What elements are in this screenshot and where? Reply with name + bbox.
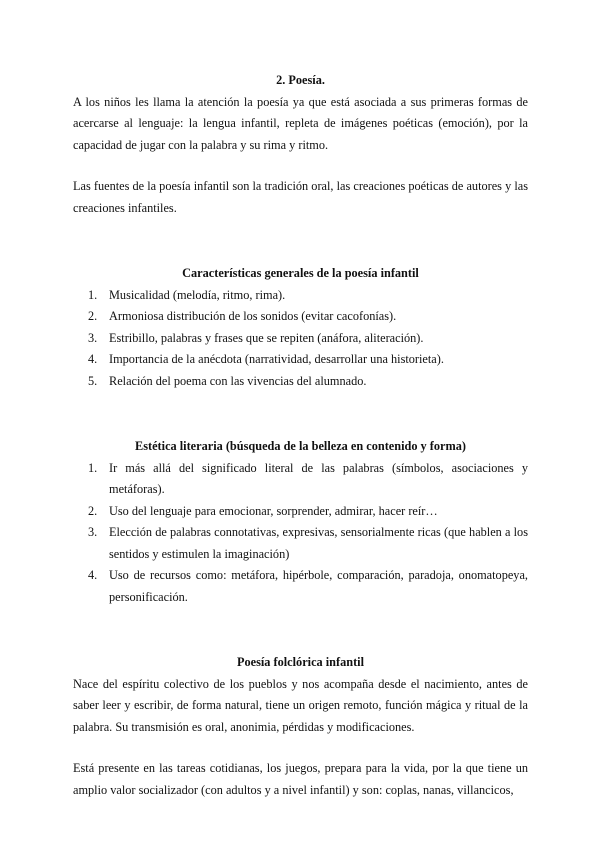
list-item: 2. Uso del lenguaje para emocionar, sorprender, admirar, hacer reír… (88, 503, 438, 518)
section-heading-poesia: 2. Poesía. (276, 73, 325, 87)
list-item: 1. Musicalidad (melodía, ritmo, rima). (88, 287, 286, 302)
paragraph-intro: A los niños les llama la atención la poesía ya que está asociada a sus primeras formas de acercarse al lenguaje: la lengua infantil, repleta de imágenes poéticas (emoción), por la capacidad de jugar con la palabra y su rima y ritmo. (73, 94, 528, 152)
list-item: 3. Elección de palabras connotativas, expresivas, sensorialmente ricas (que hablen a los sentidos y estimulen la imaginación) (88, 525, 528, 561)
section-heading-estetica: Estética literaria (búsqueda de la belleza en contenido y forma) (135, 439, 466, 453)
section-heading-folclorica: Poesía folclórica infantil (236, 655, 365, 669)
paragraph-tareas: Está presente en las tareas cotidianas, los juegos, prepara para la vida, por la que tiene un amplio valor socializador (con adultos y a nivel infantil) y son: coplas, nanas, villancicos, (73, 761, 528, 797)
list-item: 1. Ir más allá del significado literal de las palabras (símbolos, asociaciones y metáforas). (88, 460, 528, 496)
list-estetica (73, 458, 528, 609)
list-caracteristicas (73, 285, 528, 393)
list-item: 2. Armoniosa distribución de los sonidos (evitar cacofonías). (88, 309, 397, 323)
document-content (73, 70, 528, 801)
list-item: 3. Estribillo, palabras y frases que se repiten (anáfora, aliteración). (88, 330, 424, 345)
list-item: 4. Uso de recursos como: metáfora, hipérbole, comparación, paradoja, onomatopeya, personificación. (88, 568, 528, 604)
paragraph-fuentes: Las fuentes de la poesía infantil son la tradición oral, las creaciones poéticas de autores y las creaciones infantiles. (73, 179, 528, 215)
list-item: 5. Relación del poema con las vivencias del alumnado. (88, 373, 367, 388)
list-item: 4. Importancia de la anécdota (narratividad, desarrollar una historieta). (88, 352, 444, 366)
section-heading-caracteristicas: Características generales de la poesía infantil (182, 266, 419, 280)
paragraph-folclorica: Nace del espíritu colectivo de los pueblos y nos acompaña desde el nacimiento, antes de saber leer y escribir, de forma natural, tiene un origen remoto, función mágica y ritual de la palabra. Su transmisión es oral, anonimia, pérdidas y modificaciones. (73, 676, 528, 734)
